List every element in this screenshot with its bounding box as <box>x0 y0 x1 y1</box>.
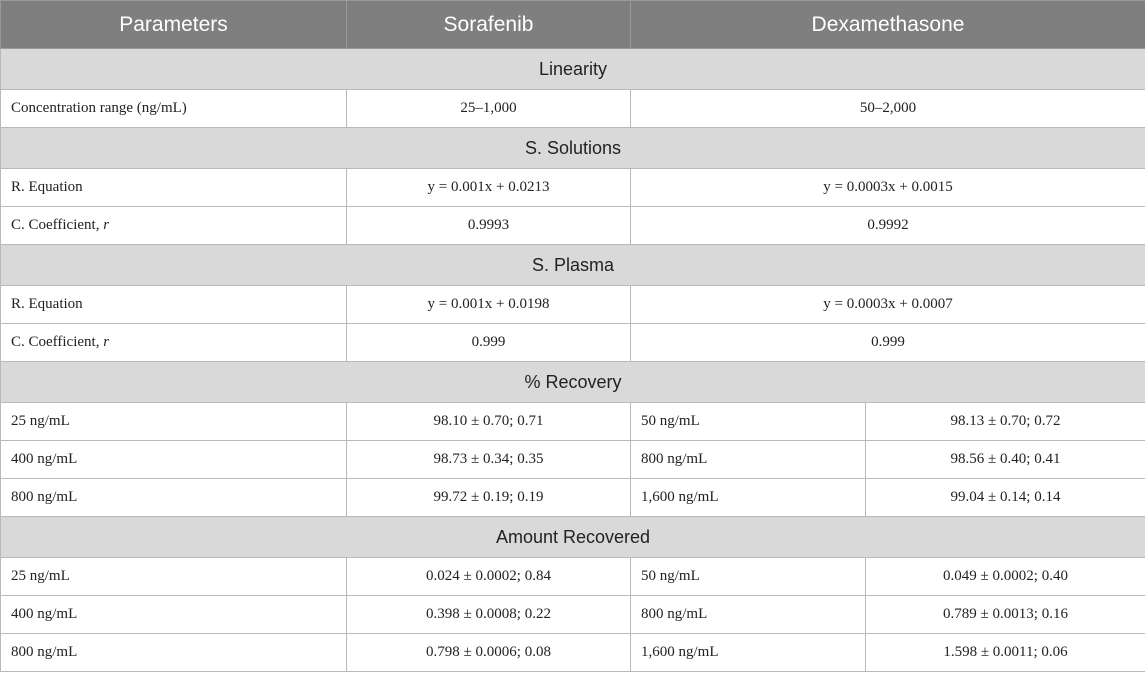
section-row <box>1 362 1145 403</box>
sorafenib-concentration: 800 ng/mL <box>1 479 347 517</box>
row-label <box>1 207 347 245</box>
dexamethasone-cell: 0.9992 <box>631 207 1145 245</box>
header-row <box>1 1 1145 49</box>
dexamethasone-cell: 98.13 ± 0.70; 0.72 <box>866 403 1145 441</box>
section-linearity: Linearity <box>1 49 1145 90</box>
section-row <box>1 517 1145 558</box>
sorafenib-concentration: 25 ng/mL <box>1 558 347 596</box>
sorafenib-concentration: 25 ng/mL <box>1 403 347 441</box>
sorafenib-concentration: 800 ng/mL <box>1 634 347 672</box>
table-row <box>1 207 1145 245</box>
sorafenib-cell: y = 0.001x + 0.0198 <box>347 286 631 324</box>
table-row <box>1 169 1145 207</box>
dexamethasone-concentration: 50 ng/mL <box>631 558 866 596</box>
table-row <box>1 596 1145 634</box>
sorafenib-cell: 0.398 ± 0.0008; 0.22 <box>347 596 631 634</box>
sorafenib-cell: 0.024 ± 0.0002; 0.84 <box>347 558 631 596</box>
sorafenib-concentration: 400 ng/mL <box>1 441 347 479</box>
sorafenib-cell: y = 0.001x + 0.0213 <box>347 169 631 207</box>
header-dexamethasone: Dexamethasone <box>631 1 1145 49</box>
table-row <box>1 558 1145 596</box>
row-label <box>1 324 347 362</box>
table-row <box>1 479 1145 517</box>
sorafenib-cell: 99.72 ± 0.19; 0.19 <box>347 479 631 517</box>
table-row <box>1 324 1145 362</box>
sorafenib-cell: 98.10 ± 0.70; 0.71 <box>347 403 631 441</box>
row-label-text: C. Coefficient, <box>11 334 104 350</box>
dexamethasone-cell: 0.999 <box>631 324 1145 362</box>
coefficient-symbol: r <box>103 217 110 233</box>
header-sorafenib: Sorafenib <box>347 1 631 49</box>
sorafenib-cell: 0.999 <box>347 324 631 362</box>
table-row <box>1 286 1145 324</box>
dexamethasone-concentration: 1,600 ng/mL <box>631 634 866 672</box>
coefficient-symbol: r <box>103 334 110 350</box>
dexamethasone-cell: 0.789 ± 0.0013; 0.16 <box>866 596 1145 634</box>
dexamethasone-cell: 98.56 ± 0.40; 0.41 <box>866 441 1145 479</box>
dexamethasone-cell: 50–2,000 <box>631 90 1145 128</box>
dexamethasone-cell: y = 0.0003x + 0.0015 <box>631 169 1145 207</box>
row-label: Concentration range (ng/mL) <box>1 90 347 128</box>
table-row <box>1 634 1145 672</box>
table-row <box>1 90 1145 128</box>
dexamethasone-cell: y = 0.0003x + 0.0007 <box>631 286 1145 324</box>
sorafenib-cell: 25–1,000 <box>347 90 631 128</box>
section-row <box>1 128 1145 169</box>
dexamethasone-cell: 0.049 ± 0.0002; 0.40 <box>866 558 1145 596</box>
dexamethasone-concentration: 800 ng/mL <box>631 441 866 479</box>
dexamethasone-concentration: 800 ng/mL <box>631 596 866 634</box>
table-row <box>1 441 1145 479</box>
dexamethasone-concentration: 1,600 ng/mL <box>631 479 866 517</box>
section-plasma: S. Plasma <box>1 245 1145 286</box>
dexamethasone-cell: 99.04 ± 0.14; 0.14 <box>866 479 1145 517</box>
section-solutions: S. Solutions <box>1 128 1145 169</box>
row-label: R. Equation <box>1 169 347 207</box>
sorafenib-cell: 0.798 ± 0.0006; 0.08 <box>347 634 631 672</box>
header-parameters: Parameters <box>1 1 347 49</box>
sorafenib-cell: 98.73 ± 0.34; 0.35 <box>347 441 631 479</box>
sorafenib-concentration: 400 ng/mL <box>1 596 347 634</box>
dexamethasone-cell: 1.598 ± 0.0011; 0.06 <box>866 634 1145 672</box>
section-amount: Amount Recovered <box>1 517 1145 558</box>
section-row <box>1 49 1145 90</box>
section-row <box>1 245 1145 286</box>
sorafenib-cell: 0.9993 <box>347 207 631 245</box>
row-label-text: C. Coefficient, <box>11 217 104 233</box>
table-row <box>1 403 1145 441</box>
dexamethasone-concentration: 50 ng/mL <box>631 403 866 441</box>
row-label: R. Equation <box>1 286 347 324</box>
section-recovery: % Recovery <box>1 362 1145 403</box>
